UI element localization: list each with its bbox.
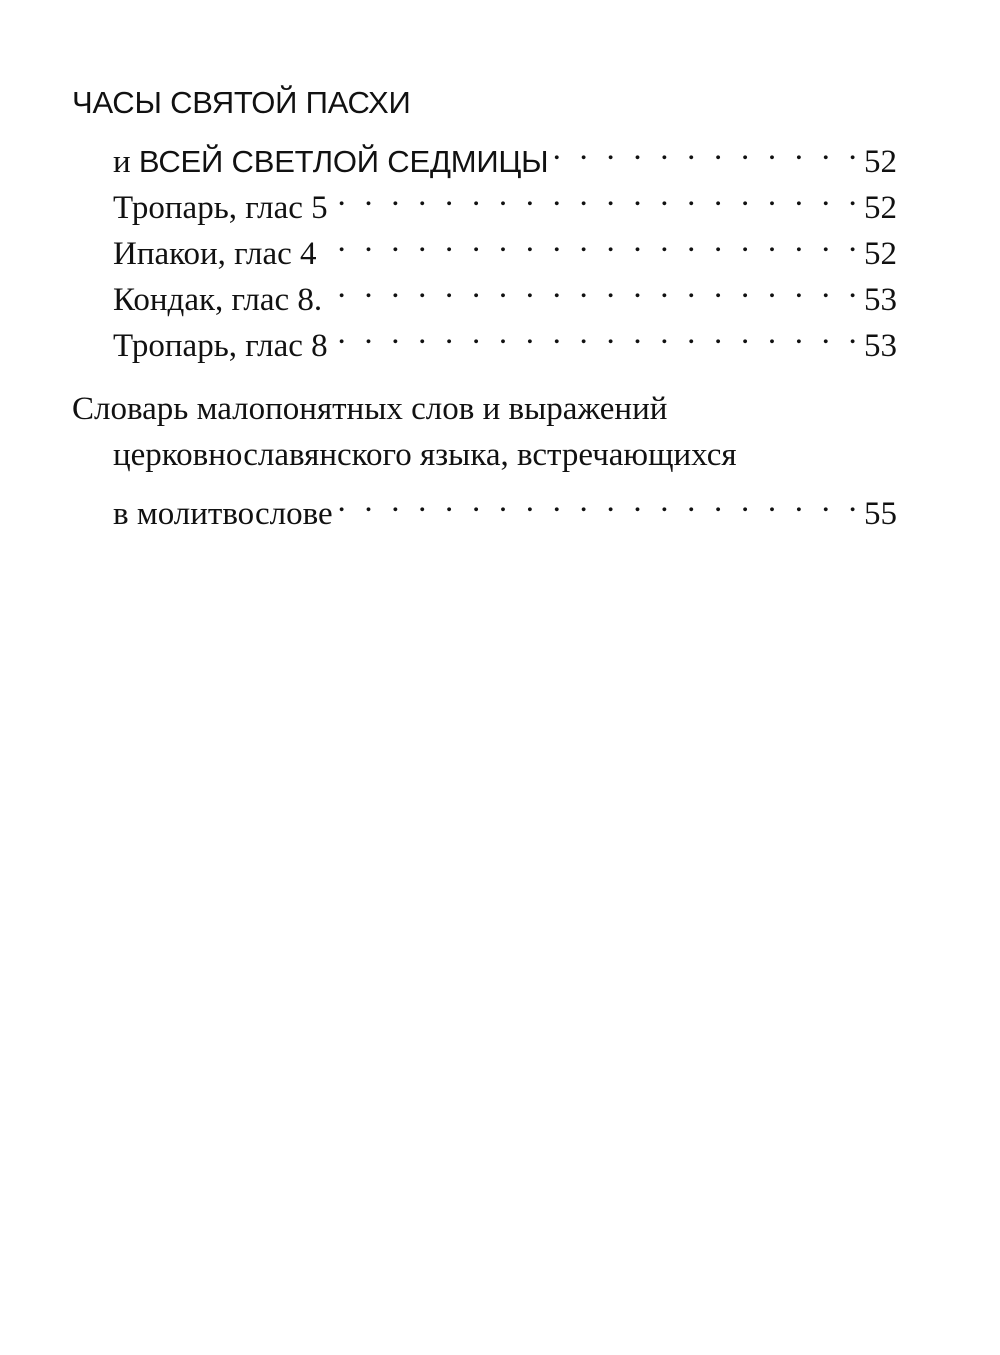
- toc-entry-section-heading[interactable]: [113, 126, 897, 180]
- toc-entry-page: 52: [864, 144, 897, 180]
- toc-entry-prefix: и: [113, 144, 131, 180]
- toc-entry-label: в молитвослове: [113, 496, 333, 532]
- dot-leader: [334, 310, 862, 356]
- toc-entry-page: 55: [864, 496, 897, 532]
- toc-entry-glossary-line2: церковнославянского языка, встречающихся: [113, 437, 737, 473]
- toc-entry-page: 53: [864, 282, 897, 318]
- dot-leader: [554, 126, 862, 172]
- dot-leader: [323, 218, 862, 264]
- toc-entry-caps: ВСЕЙ СВЕТЛОЙ СЕДМИЦЫ: [138, 144, 549, 179]
- toc-entry-page: 53: [864, 328, 897, 364]
- toc-entry-label: Ипакои, глас 4: [113, 236, 317, 272]
- toc-entry-glossary-line1: Словарь малопонятных слов и выражений: [72, 391, 668, 427]
- dot-leader: [339, 478, 862, 524]
- toc-entry[interactable]: [113, 310, 897, 364]
- toc-entry-label: Тропарь, глас 8: [113, 328, 328, 364]
- toc-entry-page: 52: [864, 236, 897, 272]
- dot-leader: [328, 264, 862, 310]
- toc-entry[interactable]: [113, 264, 897, 318]
- toc-entry[interactable]: [113, 218, 897, 272]
- toc-section-title-line1: ЧАСЫ СВЯТОЙ ПАСХИ: [72, 85, 411, 120]
- toc-entry-label: Кондак, глас 8.: [113, 282, 323, 318]
- toc-entry[interactable]: [113, 172, 897, 226]
- toc-entry-glossary[interactable]: [113, 478, 897, 532]
- toc-section-title: [72, 80, 772, 126]
- dot-leader: [334, 172, 862, 218]
- toc-entry-label: Тропарь, глас 5: [113, 190, 328, 226]
- toc-entry-page: 52: [864, 190, 897, 226]
